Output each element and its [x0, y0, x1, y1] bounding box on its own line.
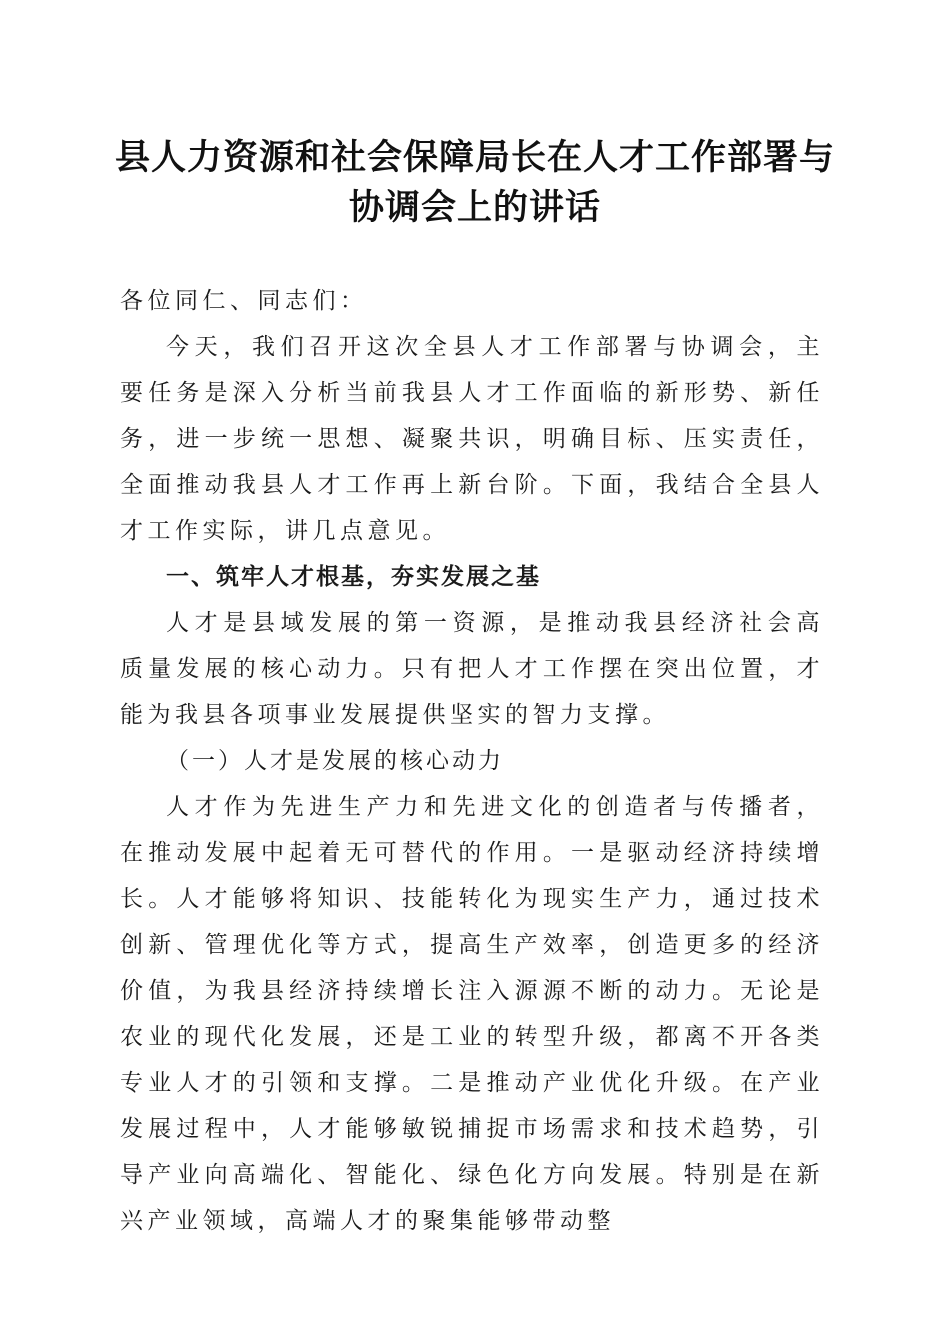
subsection-1-heading: （一）人才是发展的核心动力 — [166, 748, 504, 774]
salutation: 各位同仁、同志们： — [120, 288, 368, 314]
title-line-2: 协调会上的讲话 — [348, 187, 601, 228]
document-body — [120, 278, 824, 1244]
title-line-1: 县人力资源和社会保障局长在人才工作部署与 — [114, 137, 835, 178]
section-1-paragraph: 人才是县域发展的第一资源，是推动我县经济社会高质量发展的核心动力。只有把人才工作摆在突出位置，才能为我县各项事业发展提供坚实的智力支撑。 — [120, 610, 824, 728]
document-title — [110, 133, 840, 233]
section-1-heading: 一、筑牢人才根基，夯实发展之基 — [166, 564, 541, 590]
subsection-1-paragraph: 人才作为先进生产力和先进文化的创造者与传播者，在推动发展中起着无可替代的作用。一是驱动经济持续增长。人才能够将知识、技能转化为现实生产力，通过技术创新、管理优化等方式，提高生产效率，创造更多的经济价值，为我县经济持续增长注入源源不断的动力。无论是农业的现代化发展，还是工业的转型升级，都离不开各类专业人才的引领和支撑。二是推动产业优化升级。在产业发展过程中，人才能够敏锐捕捉市场需求和技术趋势，引导产业向高端化、智能化、绿色化方向发展。特别是在新兴产业领域，高端人才的聚集能够带动整 — [120, 794, 824, 1234]
intro-paragraph: 今天，我们召开这次全县人才工作部署与协调会，主要任务是深入分析当前我县人才工作面临的新形势、新任务，进一步统一思想、凝聚共识，明确目标、压实责任，全面推动我县人才工作再上新台阶。下面，我结合全县人才工作实际，讲几点意见。 — [120, 334, 824, 544]
